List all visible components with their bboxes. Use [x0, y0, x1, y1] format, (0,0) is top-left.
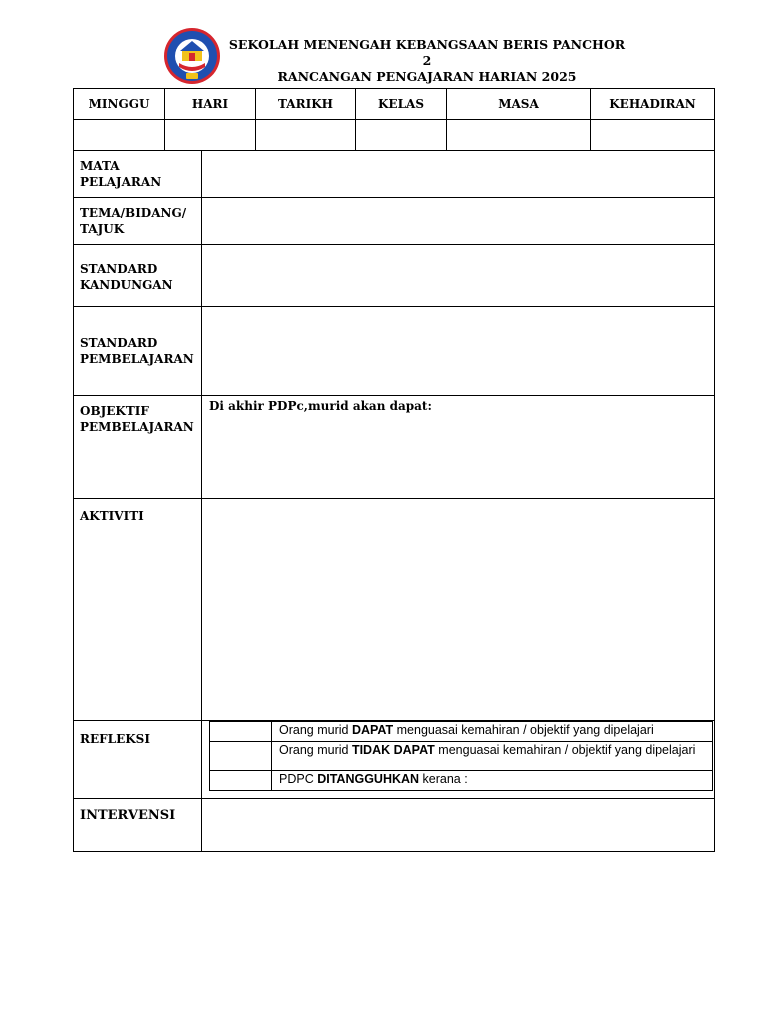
plan-title: RANCANGAN PENGAJARAN HARIAN 2025 — [277, 69, 577, 84]
mata-pelajaran-label: MATA PELAJARAN — [74, 151, 202, 198]
tema-field[interactable] — [202, 198, 715, 245]
refleksi-checkbox-1[interactable] — [210, 722, 272, 742]
hari-field[interactable] — [165, 120, 256, 151]
objektif-label: OBJEKTIF PEMBELAJARAN — [74, 396, 202, 499]
refleksi-option-3: PDPC DITANGGUHKAN kerana : — [272, 771, 713, 791]
mata-pelajaran-field[interactable] — [202, 151, 715, 198]
header-kelas: KELAS — [356, 89, 447, 120]
refleksi-option-1: Orang murid DAPAT menguasai kemahiran / objektif yang dipelajari — [272, 722, 713, 742]
aktiviti-field[interactable] — [202, 499, 715, 721]
school-logo — [163, 27, 221, 85]
header-minggu: MINGGU — [74, 89, 165, 120]
header-tarikh: TARIKH — [256, 89, 356, 120]
header-masa: MASA — [447, 89, 591, 120]
header-kehadiran: KEHADIRAN — [591, 89, 715, 120]
minggu-field[interactable] — [74, 120, 165, 151]
standard-kandungan-label: STANDARD KANDUNGAN — [74, 245, 202, 307]
school-name: SEKOLAH MENENGAH KEBANGSAAN BERIS PANCHOR 2 — [228, 37, 626, 68]
standard-kandungan-field[interactable] — [202, 245, 715, 307]
info-table — [73, 88, 715, 151]
aktiviti-label: AKTIVITI — [74, 499, 202, 721]
kelas-field[interactable] — [356, 120, 447, 151]
tarikh-field[interactable] — [256, 120, 356, 151]
intervensi-field[interactable] — [202, 799, 715, 852]
kehadiran-field[interactable] — [591, 120, 715, 151]
document-title — [224, 37, 630, 85]
refleksi-checkbox-2[interactable] — [210, 742, 272, 771]
objektif-field[interactable]: Di akhir PDPc,murid akan dapat: — [202, 396, 715, 499]
header-hari: HARI — [165, 89, 256, 120]
standard-pembelajaran-label: STANDARD PEMBELAJARAN — [74, 307, 202, 396]
refleksi-option-2: Orang murid TIDAK DAPAT menguasai kemahiran / objektif yang dipelajari — [272, 742, 713, 771]
tema-label: TEMA/BIDANG/ TAJUK — [74, 198, 202, 245]
intervensi-label: INTERVENSI — [74, 799, 202, 852]
standard-pembelajaran-field[interactable] — [202, 307, 715, 396]
refleksi-checkbox-3[interactable] — [210, 771, 272, 791]
masa-field[interactable] — [447, 120, 591, 151]
refleksi-label: REFLEKSI — [74, 721, 202, 799]
refleksi-options — [209, 721, 713, 791]
